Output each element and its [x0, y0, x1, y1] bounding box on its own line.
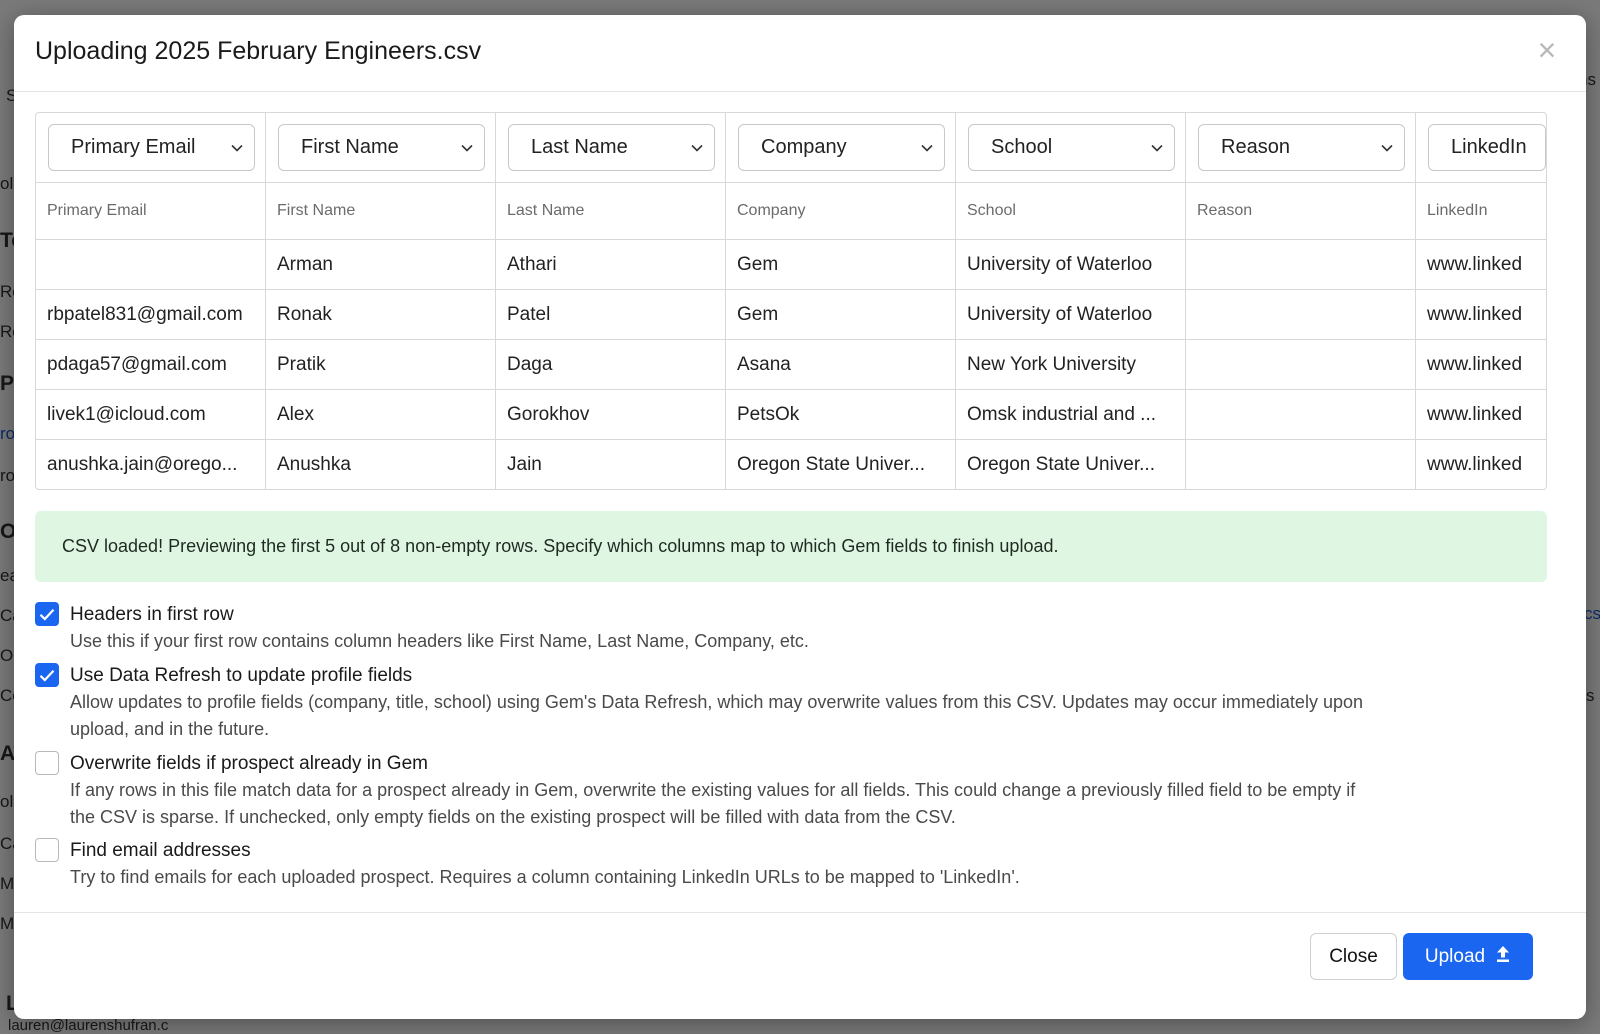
field-select-value: LinkedIn — [1451, 136, 1527, 158]
column-header: Company — [726, 183, 955, 240]
chevron-down-icon — [1150, 141, 1164, 155]
close-button-label: Close — [1329, 945, 1378, 967]
field-mapping-cell — [956, 113, 1185, 183]
headers-in-first-row-checkbox[interactable] — [35, 602, 59, 626]
table-cell: Daga — [496, 340, 725, 390]
table-cell: Omsk industrial and ... — [956, 390, 1185, 440]
field-select-company[interactable] — [738, 124, 945, 171]
field-select-value: Company — [761, 136, 847, 158]
table-cell: University of Waterloo — [956, 290, 1185, 340]
field-mapping-cell — [1186, 113, 1415, 183]
table-column-primary-email — [36, 113, 266, 489]
chevron-down-icon — [690, 141, 704, 155]
upload-csv-modal — [14, 15, 1586, 1019]
modal-title: Uploading 2025 February Engineers.csv — [35, 37, 482, 65]
table-cell: pdaga57@gmail.com — [36, 340, 265, 390]
option-label[interactable]: Headers in first row — [70, 604, 234, 625]
option-description: If any rows in this file match data for a prospect already in Gem, overwrite the existing values for all fields. This could change a previously filled field to be empty if — [70, 780, 1356, 800]
table-cell: Anushka — [277, 454, 351, 475]
option-label[interactable]: Use Data Refresh to update profile fields — [70, 665, 413, 686]
field-select-value: Reason — [1221, 136, 1290, 158]
table-cell — [36, 240, 265, 290]
field-select-school[interactable] — [968, 124, 1175, 171]
table-cell: www.linked — [1416, 290, 1546, 340]
table-column-company — [726, 113, 956, 489]
table-column-first-name — [266, 113, 496, 489]
chevron-down-icon — [460, 141, 474, 155]
table-cell: rbpatel831@gmail.com — [36, 290, 265, 340]
table-cell: www.linked — [1416, 390, 1546, 440]
table-cell: Oregon State Univer... — [967, 454, 1155, 475]
table-cell: University of Waterloo — [956, 240, 1185, 290]
column-header: School — [956, 183, 1185, 240]
field-mapping-cell — [36, 113, 265, 183]
field-mapping-cell — [726, 113, 955, 183]
option-headers-in-first-row — [35, 602, 1547, 655]
table-cell: Gem — [726, 240, 955, 290]
table-cell: Gorokhov — [496, 390, 725, 440]
chevron-down-icon — [920, 141, 934, 155]
option-description: the CSV is sparse. If unchecked, only empty fields on the existing prospect will be filled with data from the CSV. — [70, 807, 956, 827]
table-cell: Ronak — [266, 290, 495, 340]
option-label[interactable]: Overwrite fields if prospect already in Gem — [70, 753, 428, 774]
find-email-addresses-checkbox[interactable] — [35, 838, 59, 862]
table-column-last-name — [496, 113, 726, 489]
chevron-down-icon — [1380, 141, 1394, 155]
modal-footer — [14, 912, 1586, 1019]
option-overwrite-fields — [35, 751, 1547, 831]
table-cell — [1186, 290, 1415, 340]
table-cell: anushka.jain@orego... — [47, 454, 238, 475]
table-column-reason — [1186, 113, 1416, 489]
table-cell: Alex — [266, 390, 495, 440]
table-cell: livek1@icloud.com — [36, 390, 265, 440]
field-select-primary-email[interactable] — [48, 124, 255, 171]
table-cell: Pratik — [266, 340, 495, 390]
column-header: Reason — [1186, 183, 1415, 240]
upload-button-label: Upload — [1424, 945, 1486, 967]
table-column-linkedin — [1416, 113, 1546, 489]
use-data-refresh-checkbox[interactable] — [35, 663, 59, 687]
field-mapping-cell — [1416, 113, 1546, 183]
table-cell: New York University — [956, 340, 1185, 390]
field-select-last-name[interactable] — [508, 124, 715, 171]
table-cell: Asana — [726, 340, 955, 390]
upload-icon — [1495, 945, 1511, 969]
column-header: Last Name — [496, 183, 725, 240]
table-cell: www.linked — [1416, 340, 1546, 390]
option-label[interactable]: Find email addresses — [70, 840, 251, 861]
field-select-linkedin[interactable] — [1428, 124, 1546, 171]
checkmark-icon — [39, 669, 55, 682]
checkmark-icon — [39, 608, 55, 621]
field-select-value: School — [991, 136, 1053, 158]
table-cell — [1186, 340, 1415, 390]
option-description: Use this if your first row contains column headers like First Name, Last Name, Company, etc. — [70, 631, 809, 651]
table-cell — [1186, 240, 1415, 290]
csv-preview-table — [35, 112, 1547, 490]
chevron-down-icon — [230, 141, 244, 155]
modal-header — [14, 15, 1586, 92]
table-cell: Arman — [266, 240, 495, 290]
column-header: LinkedIn — [1416, 183, 1546, 240]
csv-loaded-banner — [35, 511, 1547, 582]
close-button[interactable] — [1310, 933, 1397, 980]
table-cell: Athari — [496, 240, 725, 290]
option-description: Try to find emails for each uploaded prospect. Requires a column containing LinkedIn URLs to be mapped to 'LinkedIn'. — [70, 867, 1020, 887]
table-cell: Patel — [496, 290, 725, 340]
column-header: First Name — [266, 183, 495, 240]
table-cell — [1186, 390, 1415, 440]
field-select-value: Primary Email — [71, 136, 196, 158]
table-cell — [1186, 440, 1415, 490]
table-column-school — [956, 113, 1186, 489]
field-select-reason[interactable] — [1198, 124, 1405, 171]
table-cell: www.linked — [1427, 454, 1523, 475]
option-description: Allow updates to profile fields (company, title, school) using Gem's Data Refresh, which may overwrite values from this CSV. Updates may occur immediately upon — [70, 692, 1363, 712]
overwrite-fields-checkbox[interactable] — [35, 751, 59, 775]
close-icon[interactable]: × — [1537, 32, 1557, 68]
field-select-first-name[interactable] — [278, 124, 485, 171]
field-select-value: First Name — [301, 136, 399, 158]
table-cell: PetsOk — [726, 390, 955, 440]
upload-button[interactable] — [1403, 933, 1533, 980]
field-mapping-cell — [496, 113, 725, 183]
table-cell: Jain — [507, 454, 542, 475]
option-use-data-refresh — [35, 663, 1547, 743]
table-cell: Oregon State Univer... — [737, 454, 925, 475]
table-cell: Gem — [726, 290, 955, 340]
field-select-value: Last Name — [531, 136, 628, 158]
table-cell: www.linked — [1416, 240, 1546, 290]
field-mapping-cell — [266, 113, 495, 183]
column-header: Primary Email — [36, 183, 265, 240]
banner-text: CSV loaded! Previewing the first 5 out of 8 non-empty rows. Specify which columns map to which Gem fields to finish upload. — [62, 536, 1059, 556]
option-description: upload, and in the future. — [70, 719, 270, 739]
option-find-email-addresses — [35, 838, 1547, 891]
